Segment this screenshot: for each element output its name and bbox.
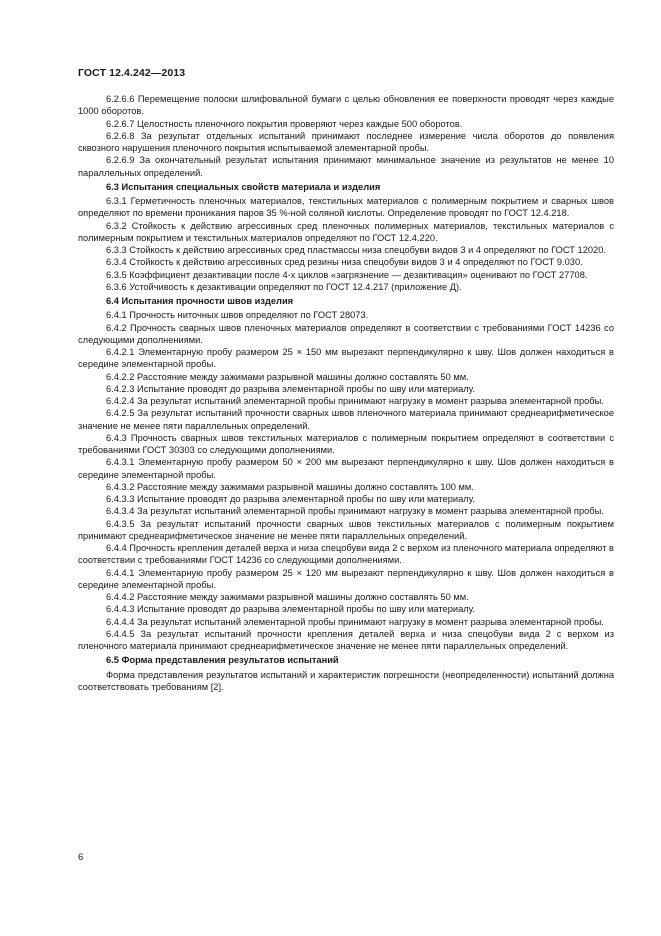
paragraph: 6.2.6.7 Целостность пленочного покрытия проверяют через каждые 500 оборотов. [106,118,463,129]
paragraph: 6.4.2.2 Расстояние между зажимами разрывной машины должно составлять 50 мм. [106,371,469,382]
paragraph: 6.3.5 Коэффициент дезактивации после 4-х циклов «загрязнение — дезактивация» оценивают по ГОСТ 27708. [106,269,588,280]
paragraph: 6.4.4.1 Элементарную пробу размером 25 × 120 мм вырезают перпендикулярно к шву. Шов должен находиться в середине элементарной пробы. [78,567,614,590]
paragraph: 6.4.2.5 За результат испытаний прочности сварных швов пленочного материала принимают среднеарифметическое значение не менее пяти параллельных определений. [78,408,614,431]
section-heading: 6.5 Форма представления результатов испытаний [106,655,339,666]
paragraph: 6.4.4 Прочность крепления деталей верха и низа спецобуви вида 2 с верхом из пленочного материала определяют в соответствии с требованиями ГОСТ 14236 со следующими дополнениями. [78,543,614,566]
page-number: 6 [78,852,84,863]
paragraph: 6.4.2.4 За результат испытаний элементарной пробы принимают нагрузку в момент разрыва элементарной пробы. [106,396,604,406]
paragraph: 6.4.1 Прочность ниточных швов определяют по ГОСТ 28073. [106,310,369,321]
paragraph: 6.4.3.4 За результат испытаний элементарной пробы принимают нагрузку в момент разрыва элементарной пробы. [106,506,604,517]
paragraph: 6.4.4.5 За результат испытаний прочности крепления деталей верха и низа спецобуви вида 2 с верхом из пленочного материала принимают среднеарифметическое значение не менее пяти параллельных определений. [78,628,614,651]
paragraph: 6.3.4 Стойкость к действию агрессивных сред резины низа спецобуви видов 3 и 4 определяют по ГОСТ 9.030. [106,257,583,268]
paragraph: 6.3.1 Герметичность пленочных материалов, текстильных материалов с полимерным покрытием и сварных швов определяют по времени проникания паров 35 %-ной соляной кислоты. Определение проводят по ГОСТ 12.4.218. [78,196,614,219]
paragraph: 6.3.2 Стойкость к действию агрессивных сред пленочных полимерных материалов, текстильных материалов с полимерным покрытием и текстильных материалов определяют по ГОСТ 12.4.220. [78,220,614,243]
document-header: ГОСТ 12.4.242—2013 [78,67,186,79]
paragraph: 6.4.3.3 Испытание проводят до разрыва элементарной пробы по шву или материалу. [106,494,475,504]
paragraph: 6.4.3.5 За результат испытаний прочности сварных швов текстильных материалов с полимерным покрытием принимают среднеарифметическое значение не менее пяти параллельных определений. [78,518,614,541]
section-heading: 6.4 Испытания прочности швов изделия [106,296,294,306]
paragraph: 6.4.4.2 Расстояние между зажимами разрывной машины должно составлять 50 мм. [106,592,469,602]
paragraph: 6.4.3 Прочность сварных швов текстильных материалов с полимерным покрытием определяют в соответствии с требованиями ГОСТ 30303 со следующими дополнениями. [78,432,614,455]
paragraph: 6.2.6.9 За окончательный результат испытания принимают минимальное значение из результатов не менее 10 параллельных определений. [78,155,614,178]
paragraph: 6.4.2.1 Элементарную пробу размером 25 × 150 мм вырезают перпендикулярно к шву. Шов должен находиться в середине элементарной пробы. [78,347,614,370]
paragraph: 6.2.6.6 Перемещение полоски шлифовальной бумаги с целью обновления ее поверхности проводят через каждые 1000 оборотов. [78,94,614,117]
paragraph: 6.4.4.4 За результат испытаний элементарной пробы принимают нагрузку в момент разрыва элементарной пробы. [106,616,604,627]
paragraph: 6.4.2.3 Испытание проводят до разрыва элементарной пробы по шву или материалу. [106,383,475,394]
paragraph: 6.4.2 Прочность сварных швов пленочных материалов определяют в соответствии с требованиями ГОСТ 14236 со следующими дополнениями. [78,322,614,345]
paragraph: 6.4.3.1 Элементарную пробу размером 50 × 200 мм вырезают перпендикулярно к шву. Шов должен находиться в середине элементарной пробы. [78,457,614,480]
paragraph: 6.4.3.2 Расстояние между зажимами разрывной машины должно составлять 100 мм. [106,481,474,492]
paragraph: 6.4.4.3 Испытание проводят до разрыва элементарной пробы по шву или материалу. [106,604,475,615]
paragraph: 6.2.6.8 За результат отдельных испытаний принимают последнее измерение числа оборотов до появления сквозного нарушения пленочного покрытия испытываемой элементарной пробы. [78,130,614,153]
section-heading: 6.3 Испытания специальных свойств материала и изделия [106,181,381,192]
paragraph: 6.3.6 Устойчивость к дезактивации определяют по ГОСТ 12.4.217 (приложение Д). [106,281,462,292]
paragraph: 6.3.3 Стойкость к действию агрессивных сред пластмассы низа спецобуви видов 3 и 4 определяют по ГОСТ 12020. [106,245,606,255]
paragraph: Форма представления результатов испытаний и характеристик погрешности (неопределенности) испытаний должна соответствовать требованиям [2]. [78,669,614,692]
document-body [78,93,614,693]
